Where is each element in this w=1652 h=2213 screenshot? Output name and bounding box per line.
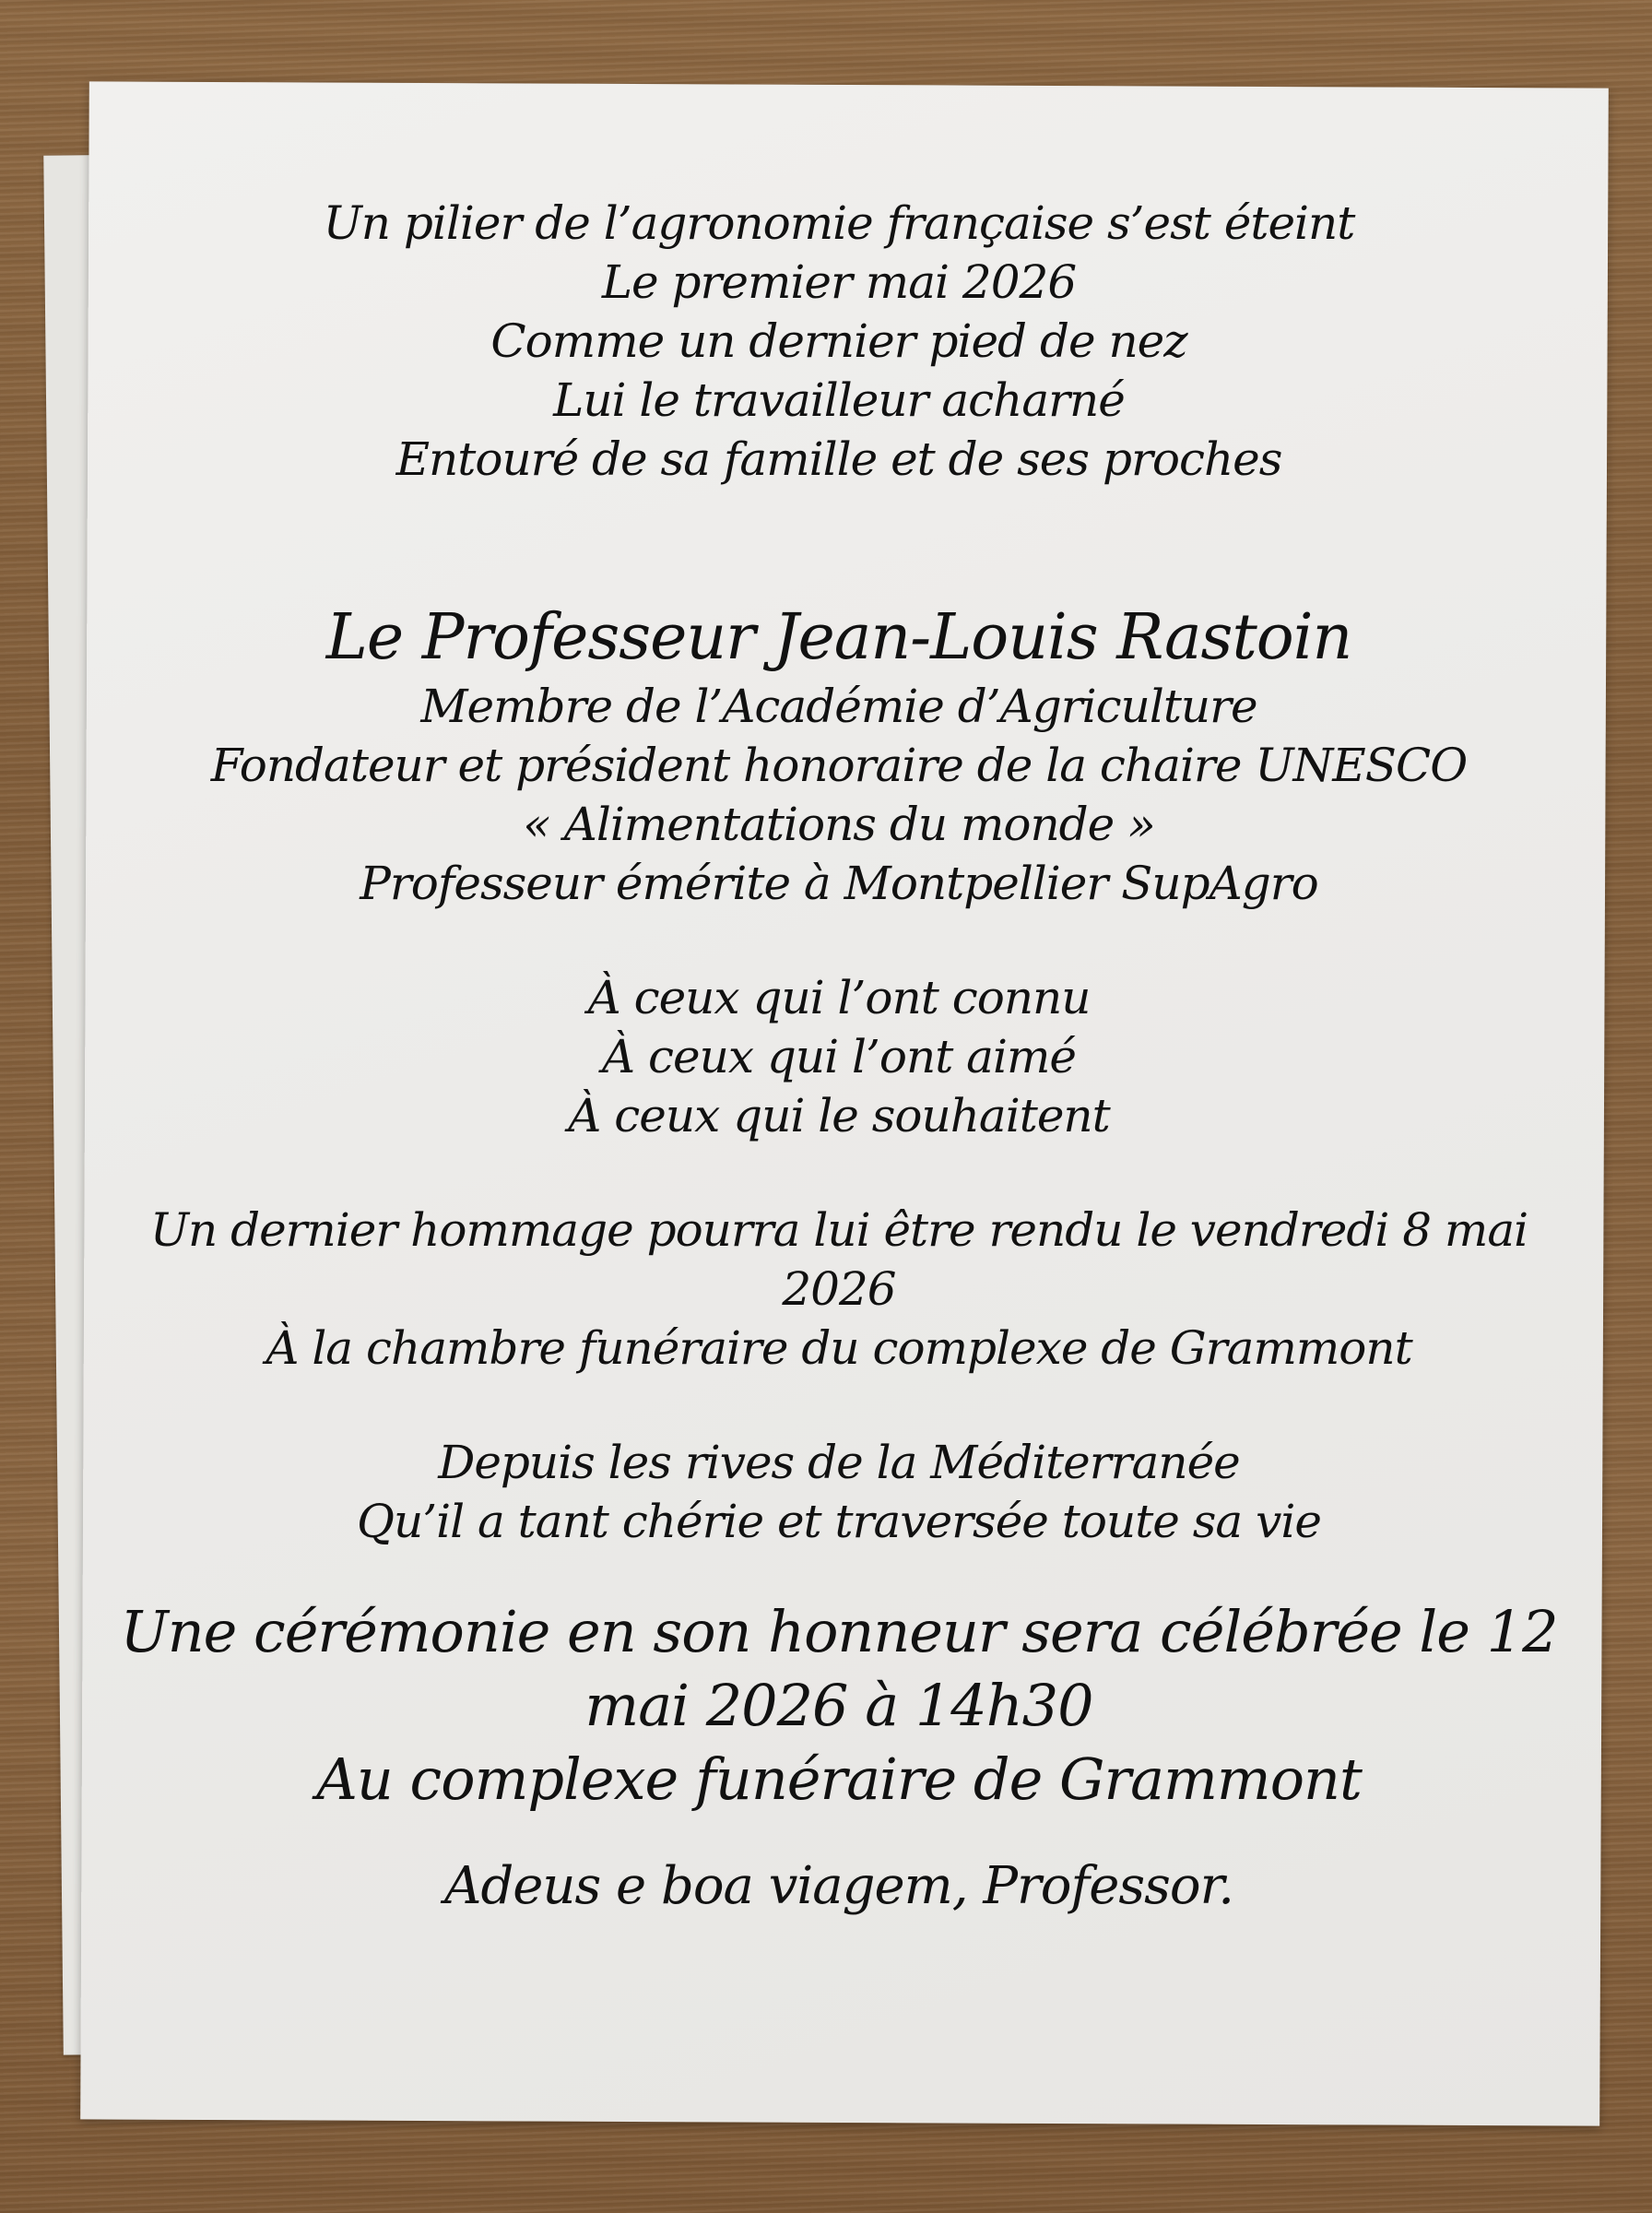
- homage-block: [101, 1201, 1576, 1378]
- obituary-notice: [101, 194, 1576, 1920]
- ceremony-line: Une cérémonie en son honneur sera célébrée le 12: [120, 1598, 1558, 1665]
- ceremony-line: Au complexe funéraire de Grammont: [316, 1746, 1362, 1813]
- intro-line: Comme un dernier pied de nez: [490, 314, 1187, 368]
- farewell-line: Adeus e boa viagem, Professor.: [444, 1856, 1233, 1916]
- dedication-line: À ceux qui le souhaitent: [568, 1089, 1110, 1142]
- title-line: Fondateur et président honoraire de la chaire UNESCO: [210, 739, 1468, 792]
- farewell-block: [101, 1853, 1576, 1920]
- ceremony-block: [101, 1595, 1576, 1817]
- dedication-block: [101, 968, 1576, 1145]
- intro-line: Lui le travailleur acharné: [553, 373, 1125, 427]
- title-line: « Alimentations du monde »: [523, 798, 1155, 851]
- intro-line: Un pilier de l’agronomie française s’est éteint: [323, 196, 1355, 250]
- intro-block: [101, 194, 1576, 489]
- ceremony-line: mai 2026 à 14h30: [584, 1672, 1093, 1739]
- mediterranean-line: Depuis les rives de la Méditerranée: [438, 1436, 1240, 1489]
- dedication-line: À ceux qui l’ont connu: [587, 971, 1091, 1024]
- intro-line: Le premier mai 2026: [601, 255, 1077, 309]
- mediterranean-line: Qu’il a tant chérie et traversée toute sa vie: [357, 1495, 1321, 1548]
- title-line: Membre de l’Académie d’Agriculture: [420, 680, 1257, 733]
- deceased-block: [101, 599, 1576, 913]
- homage-line: 2026: [782, 1262, 896, 1316]
- intro-line: Entouré de sa famille et de ses proches: [395, 432, 1282, 486]
- title-line: Professeur émérite à Montpellier SupAgro: [360, 857, 1318, 910]
- dedication-line: À ceux qui l’ont aimé: [602, 1030, 1076, 1083]
- homage-line: À la chambre funéraire du complexe de Grammont: [266, 1321, 1412, 1375]
- homage-line: Un dernier hommage pourra lui être rendu le vendredi 8 mai: [149, 1203, 1528, 1257]
- deceased-name: Le Professeur Jean-Louis Rastoin: [325, 601, 1352, 674]
- mediterranean-block: [101, 1433, 1576, 1551]
